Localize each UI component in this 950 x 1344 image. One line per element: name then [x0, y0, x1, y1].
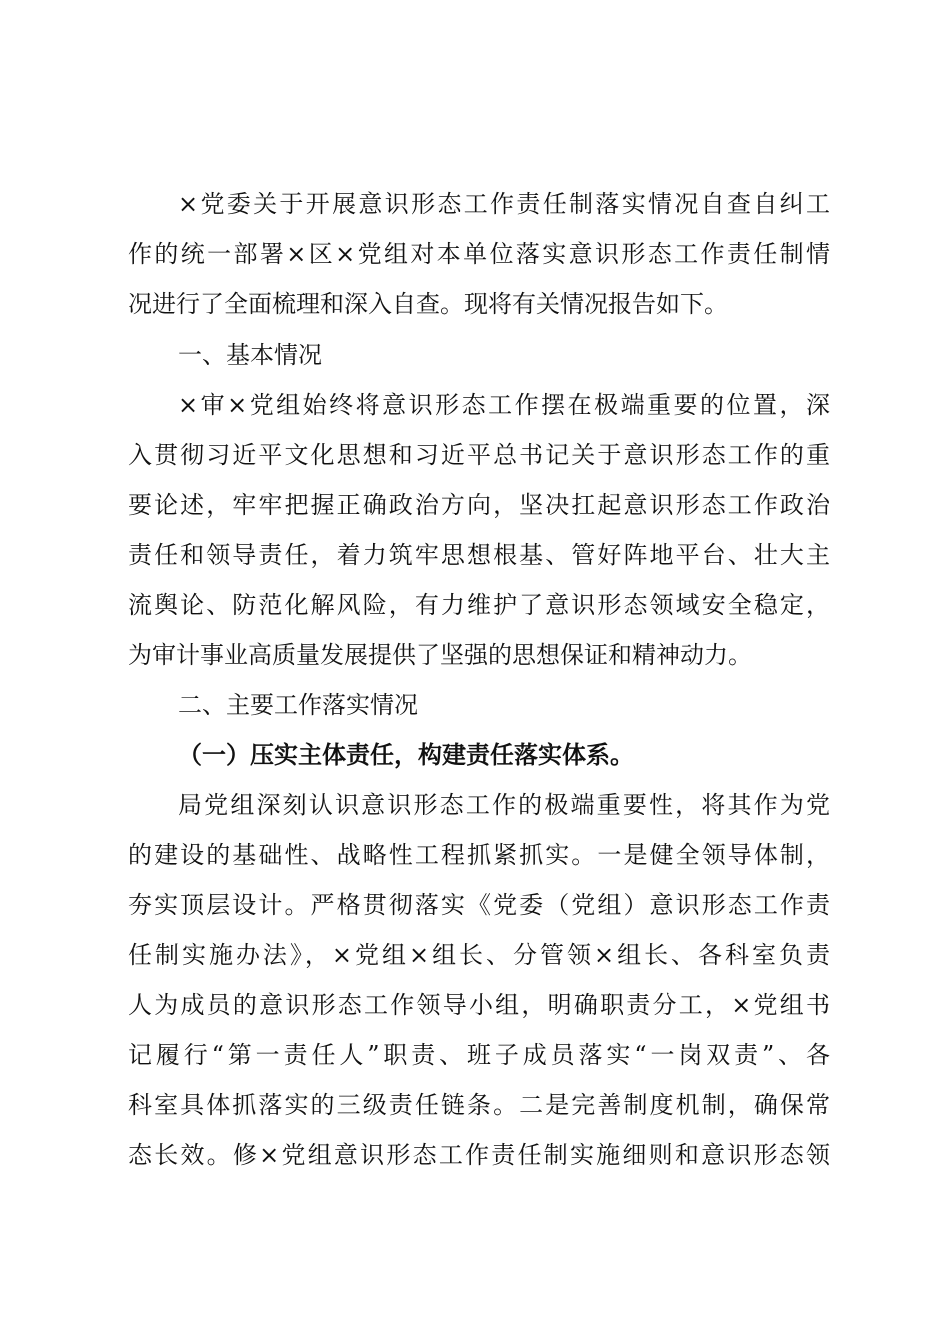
- section1-line-6: 为审计事业高质量发展提供了坚强的思想保证和精神动力。: [128, 641, 752, 669]
- section2-line-7: 科室具体抓落实的三级责任链条。二是完善制度机制，确保常: [128, 1091, 830, 1119]
- heading-basic-situation: 一、基本情况: [178, 341, 322, 369]
- section1-line-5: 流舆论、防范化解风险，有力维护了意识形态领域安全稳定，: [128, 591, 830, 619]
- section2-line-6: 记履行“第一责任人”职责、班子成员落实“一岗双责”、各: [128, 1041, 830, 1069]
- section1-line-2: 入贯彻习近平文化思想和习近平总书记关于意识形态工作的重: [128, 441, 830, 469]
- section2-line-4: 任制实施办法》，×党组×组长、分管领×组长、各科室负责: [128, 941, 830, 969]
- intro-line-1: ×党委关于开展意识形态工作责任制落实情况自查自纠工: [178, 190, 830, 218]
- intro-line-2: 作的统一部署×区×党组对本单位落实意识形态工作责任制情: [128, 240, 830, 268]
- section1-line-3: 要论述，牢牢把握正确政治方向，坚决扛起意识形态工作政治: [128, 491, 830, 519]
- section1-line-4: 责任和领导责任，着力筑牢思想根基、管好阵地平台、壮大主: [128, 541, 830, 569]
- section2-line-1: 局党组深刻认识意识形态工作的极端重要性，将其作为党: [178, 791, 830, 819]
- intro-line-3: 况进行了全面梳理和深入自查。现将有关情况报告如下。: [128, 290, 728, 318]
- section2-line-8: 态长效。修×党组意识形态工作责任制实施细则和意识形态领: [128, 1141, 830, 1169]
- section2-line-2: 的建设的基础性、战略性工程抓紧抓实。一是健全领导体制，: [128, 841, 830, 869]
- section2-line-5: 人为成员的意识形态工作领导小组，明确职责分工，×党组书: [128, 991, 830, 1019]
- section2-line-3: 夯实顶层设计。严格贯彻落实《党委（党组）意识形态工作责: [128, 891, 830, 919]
- section1-line-1: ×审×党组始终将意识形态工作摆在极端重要的位置，深: [178, 391, 830, 419]
- heading-main-work: 二、主要工作落实情况: [178, 691, 418, 719]
- subheading-responsibility: （一）压实主体责任，构建责任落实体系。: [178, 740, 634, 769]
